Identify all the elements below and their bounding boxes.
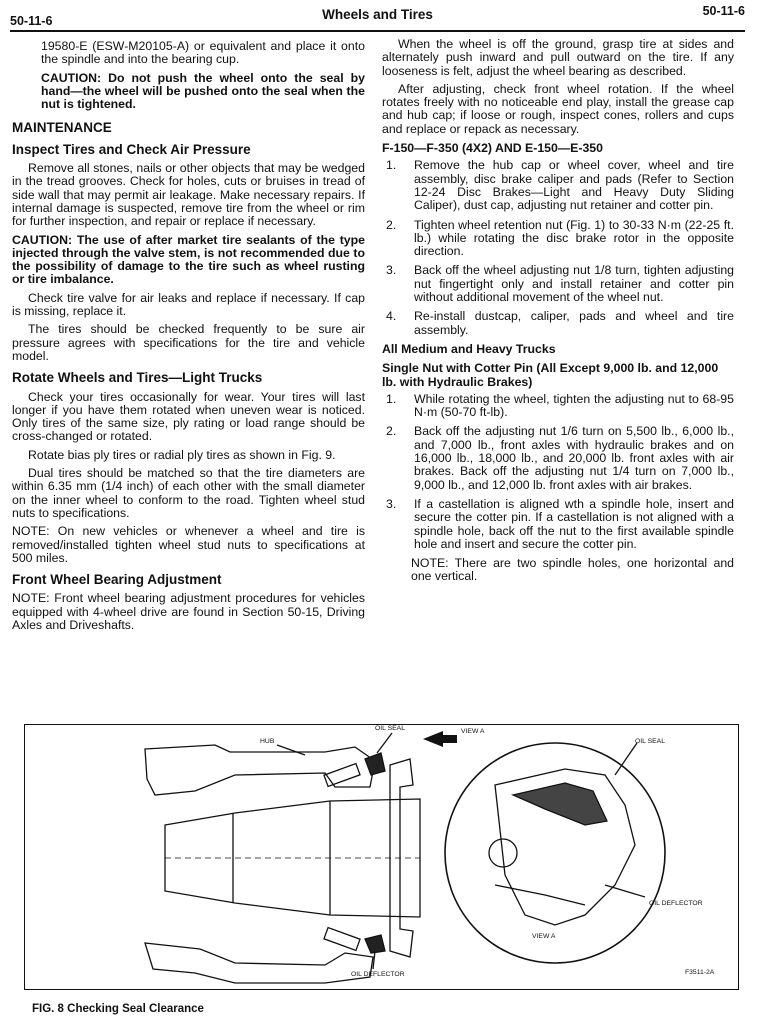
rotate-note: NOTE: On new vehicles or whenever a wheel and tire is removed/installed tighten wheel stud nuts to specifications at 500 miles.	[12, 524, 365, 565]
spindle	[165, 799, 420, 917]
rotate-paragraph-2: Rotate bias ply tires or radial ply tires as shown in Fig. 9.	[28, 447, 336, 462]
rotate-paragraph-1: Check your tires occasionally for wear. Your tires will last longer if you have them rotated when uneven wear is noticed. Only tires of the same size, ply rating or load range should be cross-changed or rotated.	[12, 389, 365, 444]
hub-lower	[145, 943, 373, 983]
single-nut-steps	[382, 393, 734, 551]
left-column	[12, 40, 365, 637]
section-title: Wheels and Tires	[322, 7, 433, 22]
right-paragraph-1: When the wheel is off the ground, grasp tire at sides and alternately push inward and pull outward on the tire. If any looseness is felt, adjust the wheel bearing as described.	[382, 37, 734, 78]
rotate-heading: Rotate Wheels and Tires—Light Trucks	[12, 370, 263, 386]
view-a-deflector	[495, 885, 585, 905]
label-oil-deflector-bottom: OIL DEFLECTOR	[351, 971, 405, 978]
label-hub: HUB	[260, 738, 275, 745]
hub-upper	[145, 745, 375, 795]
label-oil-seal-top: OIL SEAL	[375, 725, 405, 732]
list-item: 4. Re-install dustcap, caliper, pads and wheel and tire assembly.	[386, 309, 734, 337]
label-oil-seal-right: OIL SEAL	[635, 738, 665, 745]
view-a-arrow-icon	[423, 731, 457, 747]
list-item: 3. Back off the wheel adjusting nut 1/8 turn, tighten adjusting nut fingertight only and install retainer and cotter pin without additional movement of the wheel nut.	[386, 263, 734, 305]
spindle-note: NOTE: There are two spindle holes, one horizontal and one vertical.	[411, 556, 734, 584]
list-item: 2. Back off the adjusting nut 1/6 turn on 5,500 lb., 6,000 lb., and 7,000 lb., front axles with hydraulic brakes and on 16,000 lb., 18,000 lb., and 20,000 lb. front axles with air brakes. Back off the adjusting nut 1/4 turn on 7,000 lb., 9,000 lb., and 12,000 lb. front axles with air brakes.	[386, 424, 734, 492]
bearing-note: NOTE: Front wheel bearing adjustment procedures for vehicles equipped with 4-wheel drive are found in Section 50-15, Driving Axles and Driveshafts.	[12, 591, 365, 632]
page-number-right: 50-11-6	[702, 4, 745, 18]
inspect-paragraph-3: The tires should be checked frequently to be sure air pressure agrees with specifications for the tire and vehicle model.	[12, 322, 365, 363]
inspect-heading: Inspect Tires and Check Air Pressure	[12, 141, 251, 157]
medium-heavy-heading: All Medium and Heavy Trucks	[382, 341, 556, 356]
figure-seal-clearance	[24, 724, 739, 990]
intro-paragraph: 19580-E (ESW-M20105-A) or equivalent and place it onto the spindle and into the bearing cup.	[41, 39, 365, 67]
page-number-left: 50-11-6	[10, 14, 53, 28]
label-view-a-top: VIEW A	[461, 728, 485, 735]
bearing-heading: Front Wheel Bearing Adjustment	[12, 572, 222, 588]
list-item: 3. If a castellation is aligned wth a spindle hole, insert and secure the cotter pin. If a castellation is not aligned with a spindle hole, back off the nut to the first available spindle hole and insert and secure the cotter pin.	[386, 496, 734, 551]
list-item: 1. While rotating the wheel, tighten the adjusting nut to 68-95 N·m (50-70 ft-lb).	[386, 391, 734, 420]
list-item: 2. Tighten wheel retention nut (Fig. 1) to 30-33 N·m (22-25 ft. lb.) while rotating the disc brake rotor in the opposite direction.	[386, 217, 734, 259]
roller-upper	[324, 764, 360, 787]
single-nut-heading: Single Nut with Cotter Pin (All Except 9,000 lb. and 12,000 lb. with Hydraulic Brakes)	[382, 361, 719, 389]
maintenance-heading: MAINTENANCE	[12, 120, 112, 136]
view-a-seal	[513, 783, 607, 825]
rotate-paragraph-3: Dual tires should be matched so that the tire diameters are within 6.35 mm (1/4 inch) of each other with the small diameter on the inner wheel to conform to the road. Tighten wheel stud nuts to specifications.	[12, 466, 365, 520]
roller-lower	[324, 928, 360, 951]
figure-caption: FIG. 8 Checking Seal Clearance	[32, 1003, 204, 1015]
header-rule	[10, 30, 745, 32]
label-oil-deflector-right: OIL DEFLECTOR	[649, 900, 703, 907]
inspect-paragraph-2: Check tire valve for air leaks and replace if necessary. If cap is missing, replace it.	[12, 290, 365, 319]
label-view-a-bottom: VIEW A	[532, 933, 556, 940]
caution-seal: CAUTION: Do not push the wheel onto the seal by hand—the wheel will be pushed onto the seal when the nut is tightened.	[41, 70, 365, 112]
f150-steps	[382, 159, 734, 337]
caution-sealant: CAUTION: The use of after market tire sealants of the type injected through the valve stem, is not recommended due to the possibility of damage to the tire such as wheel rusting or tire imbalance.	[12, 232, 365, 287]
view-a-circle	[445, 743, 665, 963]
inspect-paragraph-1: Remove all stones, nails or other objects that may be wedged in the tread grooves. Check for holes, cuts or bruises in tread of side wall that may permit air leakage. Make necessary repairs. If internal damage is suspected, remove tire from the wheel or rim for further inspection, and repair or replace if necessary.	[12, 161, 365, 229]
list-item: 1. Remove the hub cap or wheel cover, wheel and tire assembly, disc brake caliper and pads (Refer to Section 12-24 Disc Brakes—Light and Heavy Duty Sliding Caliper), dust cap, adjusting nut retainer and cotter pin.	[386, 158, 734, 213]
page-header	[10, 4, 745, 32]
f150-heading: F-150—F-350 (4X2) AND E-150—E-350	[382, 141, 603, 156]
figure-code: F3511-2A	[685, 969, 715, 976]
seal-lower	[365, 935, 385, 953]
right-paragraph-2: After adjusting, check front wheel rotation. If the wheel rotates freely with no noticeable end play, install the grease cap and hub cap; if loose or rough, inspect cones, rollers and cups and replace or repack as necessary.	[382, 81, 734, 136]
right-column	[382, 38, 734, 589]
seal-diagram	[25, 725, 740, 991]
